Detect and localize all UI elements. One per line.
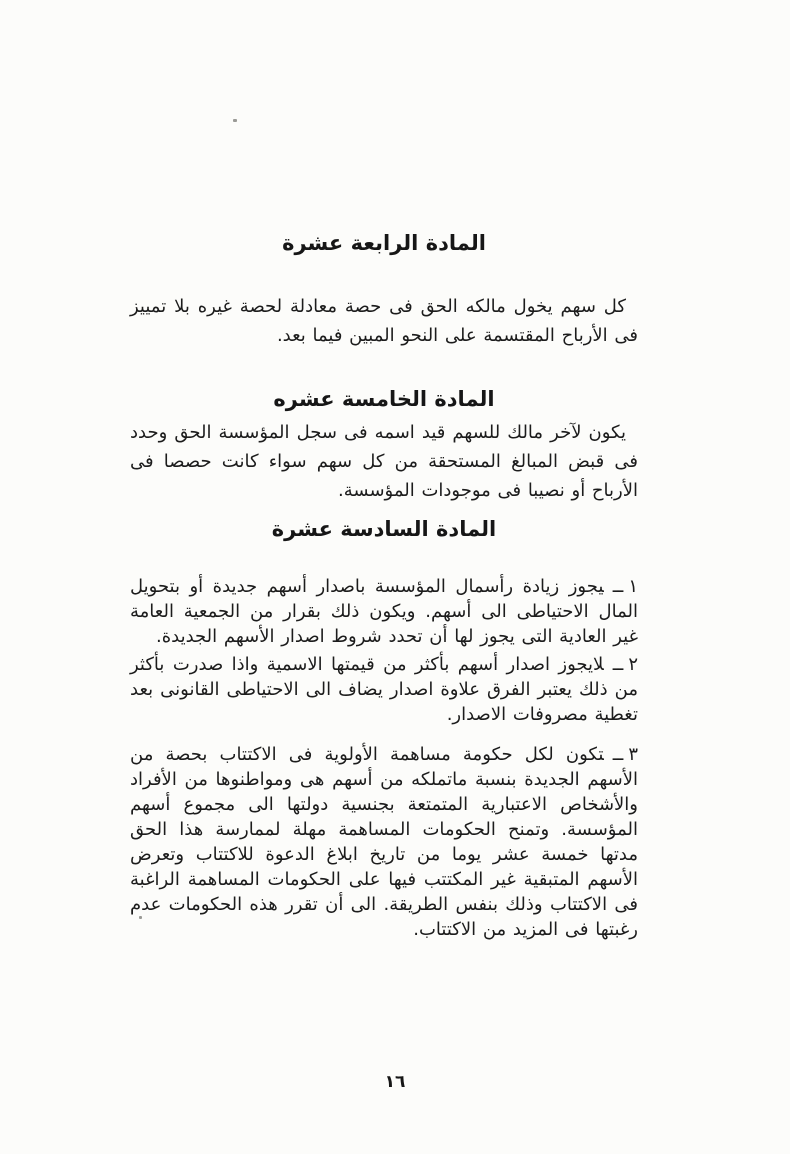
article-15-paragraph: يكون لآخر مالك للسهم قيد اسمه فى سجل المؤسسة الحق وحدد فى قبض المبالغ المستحقة من كل سهم سواء كانت حصصا فى الأرباح أو نصيبا فى موجودات المؤسسة.	[130, 422, 638, 501]
item-number: ٢	[628, 654, 638, 675]
item-number: ١	[628, 576, 638, 597]
article-15-heading: المادة الخامسة عشره	[273, 387, 495, 411]
article-16-heading: المادة السادسة عشرة	[271, 517, 497, 541]
item-number: ٣	[628, 744, 638, 765]
list-item	[130, 574, 638, 649]
scan-speck	[139, 916, 142, 919]
scan-speck	[233, 119, 237, 122]
article-14-heading: المادة الرابعة عشرة	[282, 231, 486, 255]
list-item	[130, 652, 638, 727]
article-14-paragraph: كل سهم يخول مالكه الحق فى حصة معادلة لحصة غيره بلا تمييز فى الأرباح المقتسمة على النحو المبين فيما بعد.	[130, 296, 638, 346]
item-dash: ــ	[612, 654, 624, 675]
item-text: لايجوز اصدار أسهم بأكثر من قيمتها الاسمية واذا صدرت بأكثر من ذلك يعتبر الفرق علاوة اصدار يضاف الى الاحتياطى القانونى بعد تغطية مصروفات الاصدار.	[130, 654, 638, 725]
page-number: ١٦	[384, 1072, 406, 1092]
item-dash: ــ	[612, 744, 624, 765]
item-text: تكون لكل حكومة مساهمة الأولوية فى الاكتتاب بحصة من الأسهم الجديدة بنسبة ماتملكه من أسهم هى ومواطنوها من الأفراد والأشخاص الاعتبارية المتمتعة بجنسية دولتها الى مجموع أسهم المؤسسة. وتمنح الحكومات المساهمة مهلة لممارسة هذا الحق مدتها خمسة عشر يوما من تاريخ ابلاغ الدعوة للاكتتاب وتعرض الأسهم المتبقية غير المكتتب فيها على الحكومات المساهمة الراغبة فى الاكتتاب وذلك بنفس الطريقة. الى أن تقرر هذه الحكومات عدم رغبتها فى المزيد من الاكتتاب.	[130, 744, 638, 940]
item-text: يجوز زيادة رأسمال المؤسسة باصدار أسهم جديدة أو بتحويل المال الاحتياطى الى أسهم. ويكون ذلك بقرار من الجمعية العامة غير العادية التى يجوز لها أن تحدد شروط اصدار الأسهم الجديدة.	[130, 576, 638, 647]
item-dash: ــ	[612, 576, 624, 597]
list-item	[130, 742, 638, 942]
